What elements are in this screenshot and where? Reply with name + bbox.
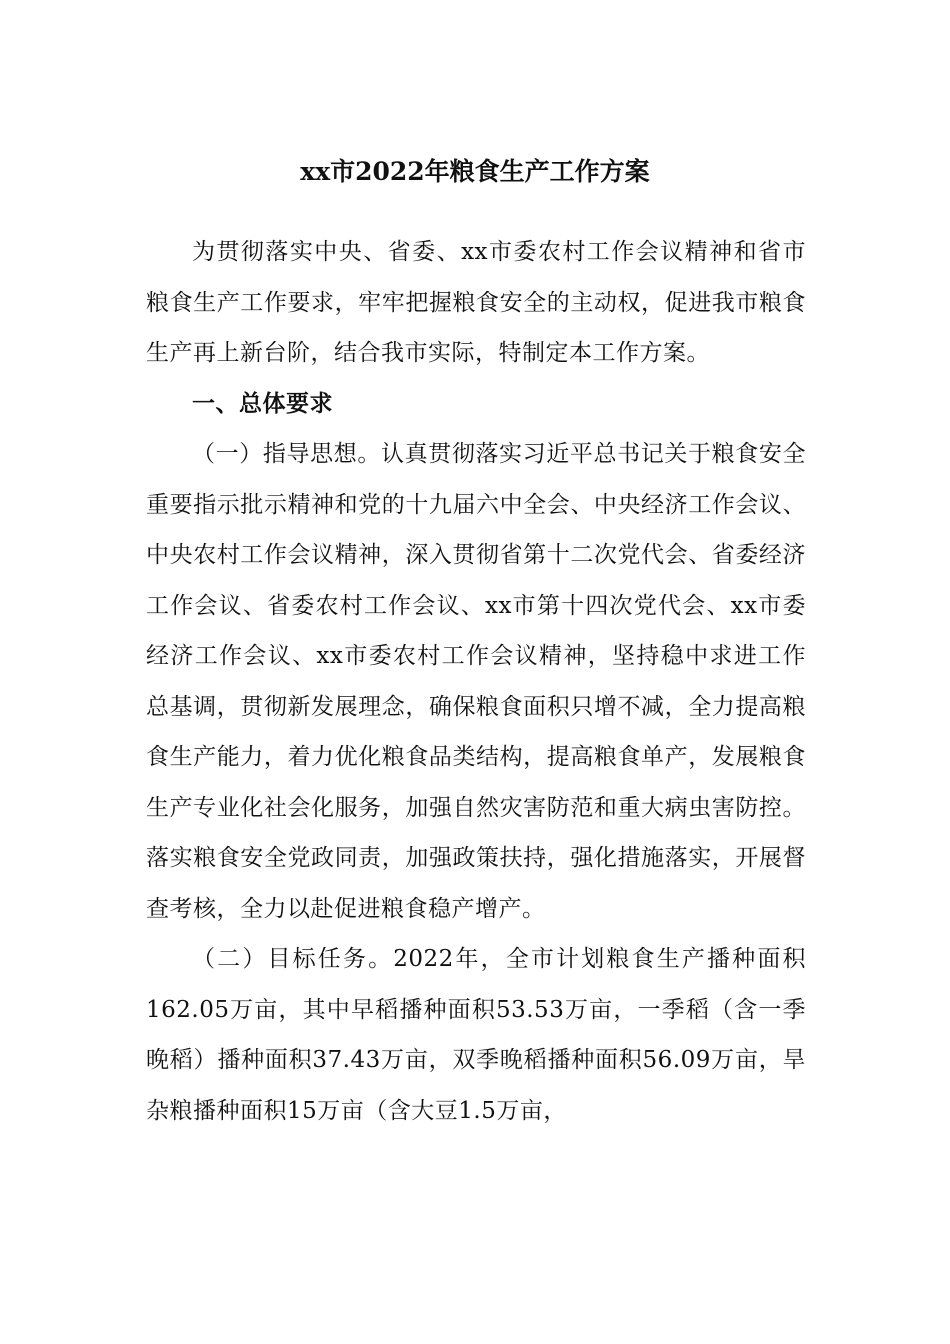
section-heading-general-requirements: 一、总体要求 — [192, 389, 333, 417]
intro-paragraph: 为贯彻落实中央、省委、xx市委农村工作会议精神和省市粮食生产工作要求，牢牢把握粮食安全的主动权，促进我市粮食生产再上新台阶，结合我市实际，特制定本工作方案。 — [146, 239, 806, 366]
guiding-ideology-paragraph: （一）指导思想。认真贯彻落实习近平总书记关于粮食安全重要指示批示精神和党的十九届六中全会、中央经济工作会议、中央农村工作会议精神，深入贯彻省第十二次党代会、省委经济工作会议、省委农村工作会议、xx市第十四次党代会、xx市委经济工作会议、xx市委农村工作会议精神，坚持稳中求进工作总基调，贯彻新发展理念，确保粮食面积只增不减，全力提高粮食生产能力，着力优化粮食品类结构，提高粮食单产，发展粮食生产专业化社会化服务，加强自然灾害防范和重大病虫害防控。落实粮食安全党政同责，加强政策扶持，强化措施落实，开展督查考核，全力以赴促进粮食稳产增产。 — [146, 441, 806, 922]
document-title: xx市2022年粮食生产工作方案 — [300, 157, 650, 186]
document-body — [146, 227, 806, 1136]
target-tasks-paragraph: （二）目标任务。2022年，全市计划粮食生产播种面积162.05万亩，其中早稻播种面积53.53万亩，一季稻（含一季晚稻）播种面积37.43万亩，双季晚稻播种面积56.09万亩，旱杂粮播种面积15万亩（含大豆1.5万亩， — [146, 946, 806, 1124]
